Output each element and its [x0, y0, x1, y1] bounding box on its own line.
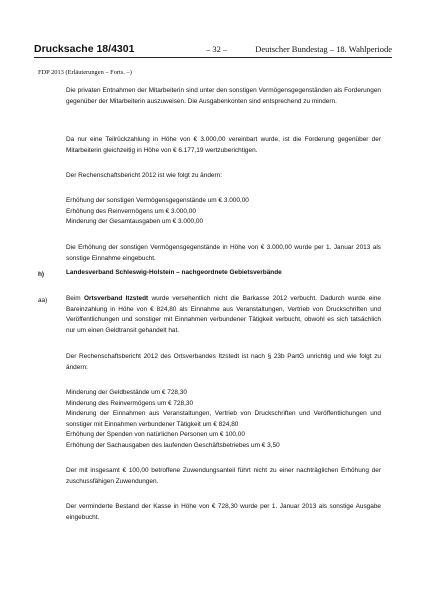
paragraph-donation-share: Der mit insgesamt € 100,00 betroffene Zuwendungsanteil führt nicht zu einer nachträglichen Erhöhung der zuschussfähigen Zuwendungen.	[66, 467, 381, 485]
paragraph-ortsverband-itzstedt: Beim Ortsverband Itzstedt wurde versehentlich nicht die Barkasse 2012 verbucht. Dadurch wurde eine Bareinzahlung in Höhe von € 824,80 als Einnahme aus Veranstaltungen, Vertrieb von Druckschriften und Veröffentlichungen und sonstiger mit Einnahmen verbundener Tätigkeit verbucht, obwohl es sich tatsächlich nur um einen Geldtransit gehandelt hat.	[66, 295, 381, 334]
list-item: Minderung des Reinvermögens um € 728,30	[66, 399, 194, 407]
section-title: Landesverband Schleswig-Holstein – nachgeordnete Gebietsverbände	[66, 269, 282, 276]
paragraph-partial-repayment: Da nur eine Teilrückzahlung in Höhe von € 3.000,00 vereinbart wurde, ist die Forderung gegenüber der Mitarbeiterin gleichzeitig in Höhe von € 6.177,19 wertzuberichtigen.	[66, 136, 381, 154]
change-list-2012	[66, 196, 381, 228]
document-number: Drucksache 18/4301	[34, 43, 135, 55]
paragraph-booking-note: Die Erhöhung der sonstigen Vermögensgegenstände in Höhe von € 3.000,00 wurde per 1. Januar 2013 als sonstige Einnahme eingebucht.	[66, 244, 381, 262]
list-item: Erhöhung der Sachausgaben des laufenden Geschäftsbetriebes um € 3,50	[66, 441, 280, 449]
list-item: Erhöhung der sonstigen Vermögensgegenstände um € 3.000,00	[66, 197, 249, 204]
list-item: Minderung der Einnahmen aus Veranstaltungen, Vertrieb von Druckschriften und Veröffentlichungen und sonstiger mit Einnahmen verbundener Tätigkeit um € 824,80	[66, 410, 381, 428]
section-label: h)	[38, 271, 45, 278]
list-item: Erhöhung des Reinvermögens um € 3.000,00	[66, 207, 196, 215]
paragraph-cash-reduction: Der verminderte Bestand der Kasse in Höhe von € 728,30 wurde per 1. Januar 2013 als sonstige Ausgabe eingebucht.	[66, 503, 381, 521]
sub-item-label: aa)	[38, 297, 48, 304]
header-rule	[34, 57, 392, 58]
paragraph-report-changes-intro: Der Rechenschaftsbericht 2012 ist wie folgt zu ändern:	[66, 172, 223, 179]
list-item: Minderung der Geldbestände um € 728,30	[66, 389, 187, 396]
page-number: – 32 –	[206, 44, 228, 54]
ortsverband-name: Ortsverband Itzstedt	[84, 295, 149, 302]
paragraph-private-withdrawals: Die privaten Entnahmen der Mitarbeiterin sind unter den sonstigen Vermögensgegenständen als Forderungen gegenüber der Mitarbeiterin auszuweisen. Die Ausgabenkonten sind entsprechend zu mindern.	[66, 87, 381, 105]
page-header	[34, 43, 392, 55]
section-subheader: FDP 2013 (Erläuterungen – Forts. –)	[38, 69, 132, 76]
paragraph-itzstedt-report: Der Rechenschaftsbericht 2012 des Ortsverbandes Itzstedt ist nach § 23b PartG unrichtig und wie folgt zu ändern:	[66, 353, 381, 371]
change-list-itzstedt	[66, 388, 381, 452]
publication-title: Deutscher Bundestag – 18. Wahlperiode	[255, 44, 392, 54]
list-item: Erhöhung der Spenden von natürlichen Personen um € 100,00	[66, 431, 245, 439]
list-item: Minderung der Gesamtausgaben um € 3.000,00	[66, 218, 204, 226]
